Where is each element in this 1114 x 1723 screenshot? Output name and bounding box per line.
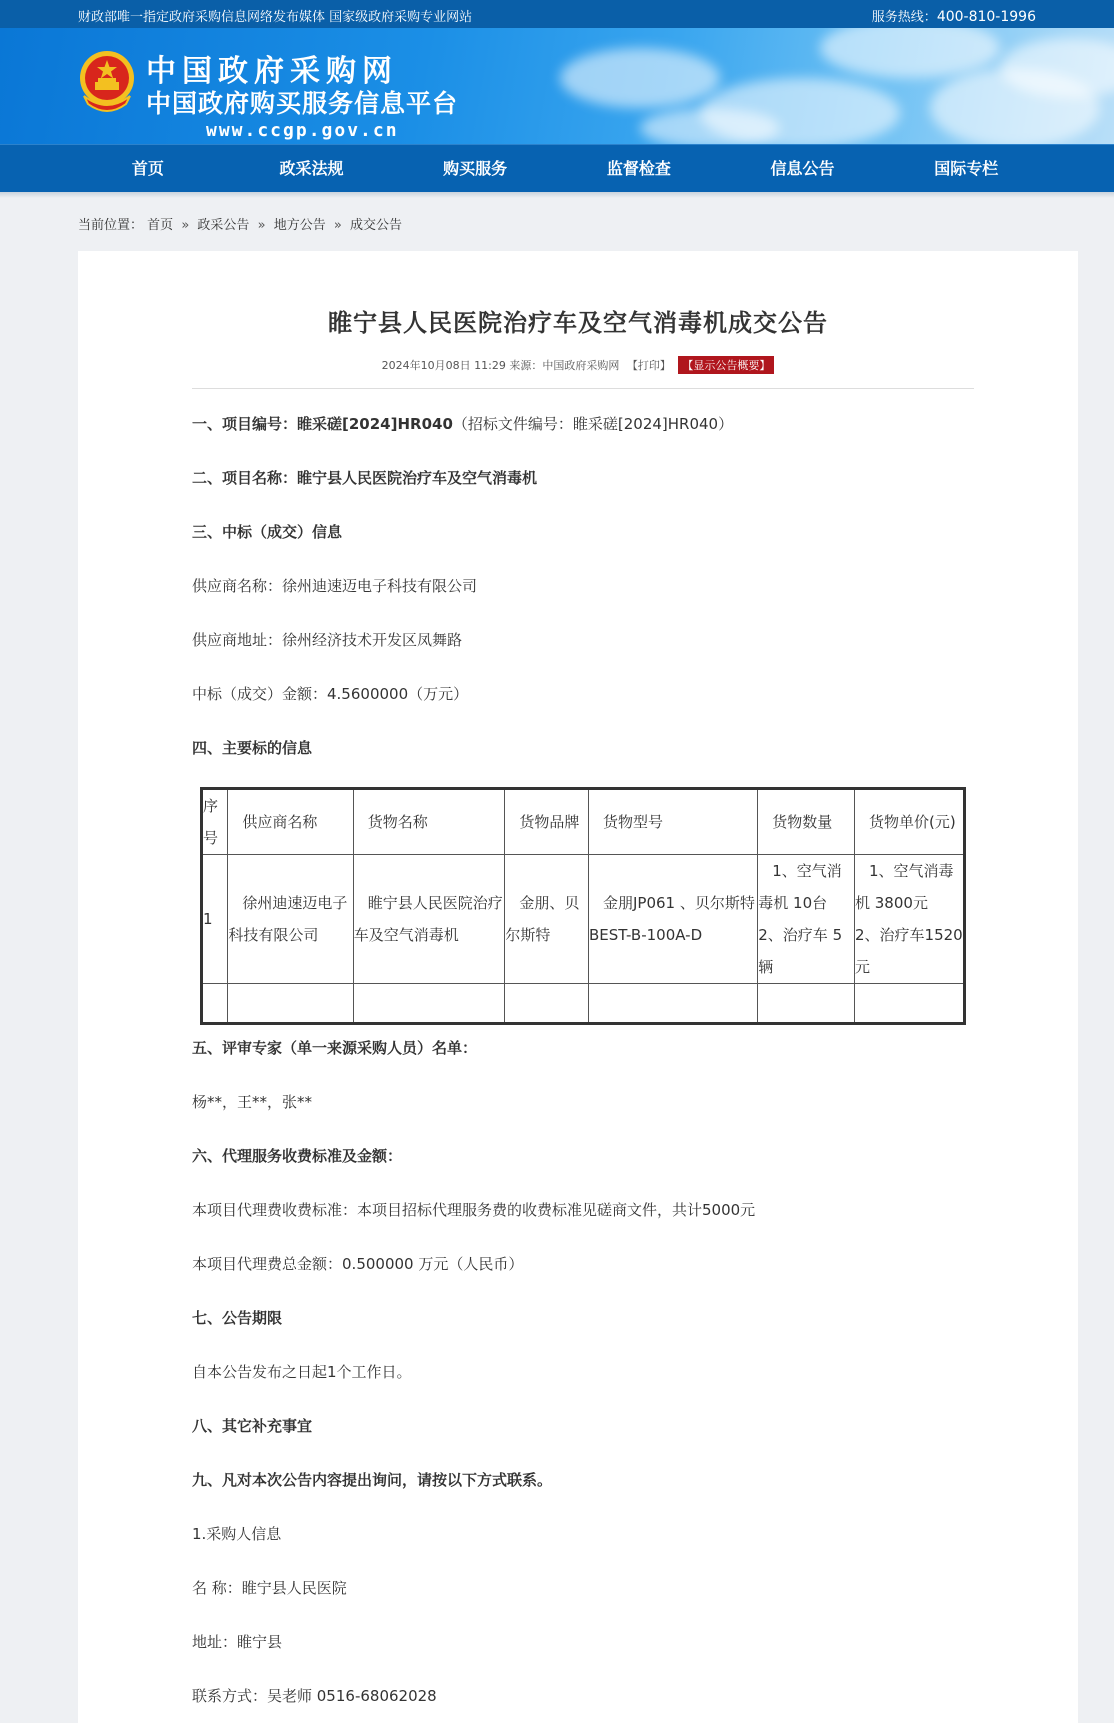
period-text: 自本公告发布之日起1个工作日。 — [192, 1363, 412, 1381]
price-line-2: 2、治疗车1520元 — [855, 926, 963, 976]
nav-home[interactable]: 首页 — [131, 159, 164, 178]
buyer-heading: 1.采购人信息 — [192, 1525, 282, 1543]
hotline-number: 400-810-1996 — [936, 9, 1036, 25]
article-card — [78, 251, 1078, 1723]
cell-model: 金朋JP061 、贝尔斯特BEST-B-100A-D — [588, 855, 757, 984]
section-project-number: 一、项目编号：睢采磋[2024]HR040（招标文件编号：睢采磋[2024]HR040） — [192, 415, 734, 433]
buyer-address: 地址：睢宁县 — [192, 1633, 283, 1651]
breadcrumb-home[interactable]: 首页 — [147, 218, 174, 233]
nav-regulations[interactable]: 政采法规 — [279, 159, 344, 178]
article-title: 睢宁县人民医院治疗车及空气消毒机成交公告 — [328, 309, 828, 337]
fee-total: 本项目代理费总金额：0.500000 万元（人民币） — [192, 1255, 524, 1273]
cell-quantity — [758, 855, 855, 984]
supplier-name: 供应商名称：徐州迪速迈电子科技有限公司 — [192, 577, 478, 595]
print-link[interactable]: 【打印】 — [626, 359, 671, 372]
header-cell: 供应商名称 — [228, 789, 353, 855]
service-hotline — [872, 6, 1036, 25]
nav-purchase-services[interactable]: 购买服务 — [443, 159, 508, 178]
table-row-empty — [202, 984, 965, 1024]
experts-list: 杨**，王**，张** — [192, 1093, 313, 1111]
hotline-label: 服务热线： — [871, 10, 937, 25]
logo-url: www.ccgp.gov.cn — [206, 120, 399, 141]
show-summary-button[interactable]: 【显示公告概要】 — [678, 356, 774, 374]
buyer-name: 名 称：睢宁县人民医院 — [192, 1579, 347, 1597]
breadcrumb-local[interactable]: 地方公告 — [273, 218, 326, 233]
main-nav — [0, 144, 1114, 192]
section-period: 七、公告期限 — [192, 1309, 283, 1327]
section-agency-fee: 六、代理服务收费标准及金额： — [192, 1147, 403, 1165]
price-line-1: 1、空气消毒机 3800元 — [855, 862, 954, 912]
section-main-items: 四、主要标的信息 — [192, 739, 313, 757]
logo-subtitle: 中国政府购买服务信息平台 — [146, 89, 459, 118]
quantity-line-1: 1、空气消毒机 10台 — [758, 862, 842, 912]
breadcrumb — [0, 198, 1114, 242]
table-header-row — [202, 789, 965, 855]
items-table-wrap — [200, 787, 966, 1025]
header-cell: 货物型号 — [588, 789, 757, 855]
cell-unit-price — [855, 855, 965, 984]
site-slogan: 财政部唯一指定政府采购信息网络发布媒体 国家级政府采购专业网站 — [78, 10, 473, 25]
quantity-line-2: 2、治疗车 5辆 — [758, 926, 843, 976]
table-row — [202, 855, 965, 984]
national-emblem-icon — [78, 48, 136, 114]
supplier-address: 供应商地址：徐州经济技术开发区凤舞路 — [192, 631, 463, 649]
breadcrumb-separator: » — [181, 218, 190, 233]
logo-title: 中国政府采购网 — [146, 54, 398, 89]
breadcrumb-announcements[interactable]: 政采公告 — [197, 218, 250, 233]
cell-brand: 金朋、贝尔斯特 — [505, 855, 589, 984]
article-meta — [78, 356, 1078, 374]
section-other: 八、其它补充事宜 — [192, 1417, 313, 1435]
publish-info: 2024年10月08日 11:29 来源：中国政府采购网 — [381, 359, 620, 372]
cell-supplier: 徐州迪速迈电子科技有限公司 — [228, 855, 353, 984]
buyer-contact: 联系方式：吴老师 0516-68062028 — [192, 1687, 437, 1705]
deal-amount: 中标（成交）金额：4.5600000（万元） — [192, 685, 469, 703]
section-contact: 九、凡对本次公告内容提出询问，请按以下方式联系。 — [192, 1471, 553, 1489]
nav-international[interactable]: 国际专栏 — [934, 159, 999, 178]
nav-announcements[interactable]: 信息公告 — [770, 159, 835, 178]
section-experts: 五、评审专家（单一来源采购人员）名单： — [192, 1039, 478, 1057]
section-winner-info: 三、中标（成交）信息 — [192, 523, 343, 541]
cell-goods: 睢宁县人民医院治疗车及空气消毒机 — [353, 855, 505, 984]
cell-no: 1 — [202, 855, 228, 984]
breadcrumb-separator: » — [333, 218, 342, 233]
site-banner — [0, 28, 1114, 144]
header-cell: 序号 — [202, 789, 228, 855]
title-divider — [192, 388, 974, 389]
items-table — [200, 787, 966, 1025]
top-strip — [0, 0, 1114, 28]
breadcrumb-label: 当前位置： — [78, 218, 144, 233]
nav-supervision[interactable]: 监督检查 — [606, 159, 671, 178]
fee-standard: 本项目代理费收费标准：本项目招标代理服务费的收费标准见磋商文件，共计5000元 — [192, 1201, 756, 1219]
header-cell: 货物数量 — [758, 789, 855, 855]
section-project-name: 二、项目名称：睢宁县人民医院治疗车及空气消毒机 — [192, 469, 538, 487]
article-content — [192, 397, 974, 1723]
header-cell: 货物名称 — [353, 789, 505, 855]
breadcrumb-separator: » — [257, 218, 266, 233]
header-cell: 货物品牌 — [505, 789, 589, 855]
header-cell: 货物单价(元) — [855, 789, 965, 855]
breadcrumb-deal[interactable]: 成交公告 — [349, 218, 402, 233]
